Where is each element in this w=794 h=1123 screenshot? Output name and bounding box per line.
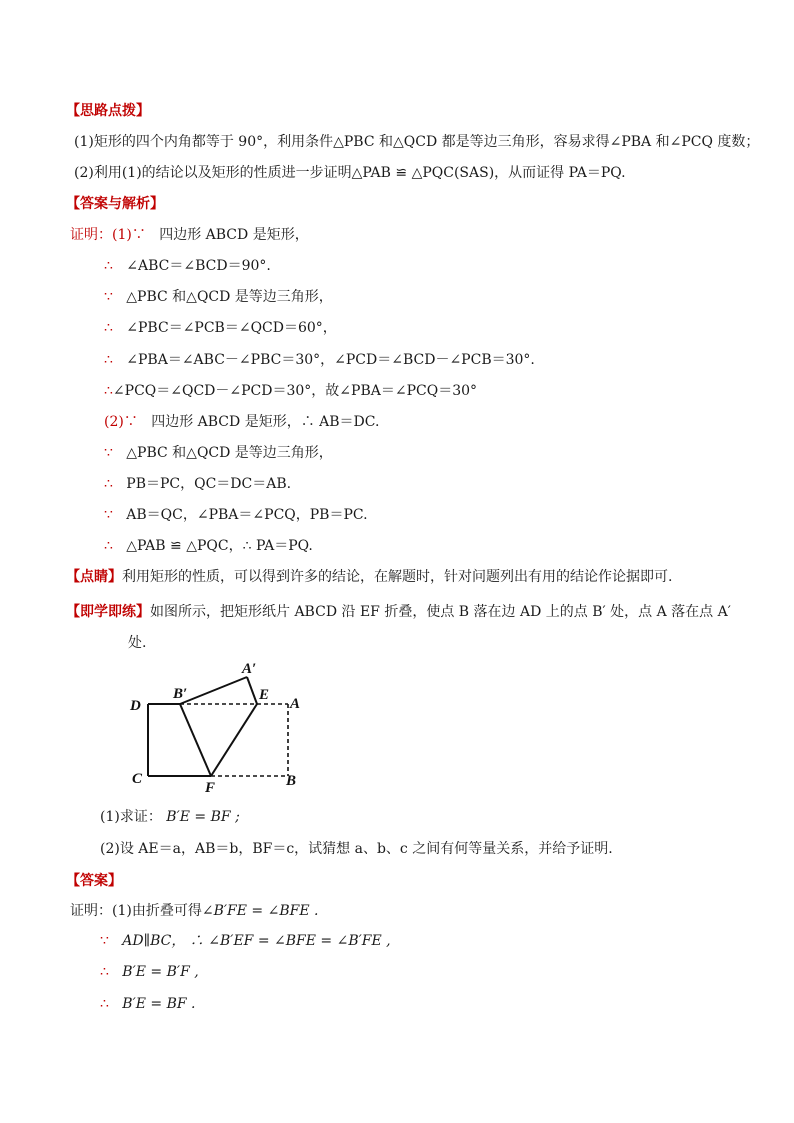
proof-line-11: ∴ △PAB ≌ △PQC，∴ PA＝PQ. bbox=[104, 538, 313, 554]
answer-line-4: ∴ B′E = BF . bbox=[100, 996, 196, 1012]
proof-line-5: ∴ ∠PBA＝∠ABC－∠PBC＝30°，∠PCD＝∠BCD－∠PCB＝30°. bbox=[104, 352, 535, 368]
segment-e-f bbox=[211, 704, 257, 776]
dianjing-line: 【点睛】利用矩形的性质，可以得到许多的结论，在解题时，针对问题列出有用的结论作论据即可. bbox=[66, 569, 673, 585]
heading-silu: 【思路点拨】 bbox=[66, 103, 150, 119]
silu-line-2: (2)利用(1)的结论以及矩形的性质进一步证明△PAB ≌ △PQC(SAS)，从而证得 PA＝PQ. bbox=[74, 165, 626, 181]
silu-line-1: (1)矩形的四个内角都等于 90°，利用条件△PBC 和△QCD 都是等边三角形，容易求得∠PBA 和∠PCQ 度数； bbox=[74, 134, 760, 150]
proof-line-3: ∵ △PBC 和△QCD 是等边三角形， bbox=[104, 289, 333, 305]
label-c: C bbox=[132, 771, 143, 787]
heading-answer-analysis: 【答案与解析】 bbox=[66, 196, 164, 212]
proof-line-7: (2)∵ 四边形 ABCD 是矩形，∴ AB＝DC. bbox=[104, 414, 380, 430]
label-b: B bbox=[286, 773, 297, 789]
segment-aprime-e bbox=[247, 677, 257, 704]
segment-bprime-aprime bbox=[180, 677, 247, 704]
answer-line-2: ∵ AD∥BC， ∴ ∠B′EF = ∠BFE = ∠B′FE , bbox=[100, 933, 391, 949]
jixue-line-2: 处. bbox=[128, 635, 147, 651]
heading-jixue: 【即学即练】 bbox=[66, 604, 150, 620]
label-a-prime: A′ bbox=[242, 661, 257, 677]
label-f: F bbox=[205, 780, 216, 795]
proof-line-10: ∵ AB＝QC，∠PBA＝∠PCQ，PB＝PC. bbox=[104, 507, 368, 523]
proof-line-4: ∴ ∠PBC＝∠PCB＝∠QCD＝60°， bbox=[104, 320, 337, 336]
jixue-line: 【即学即练】如图所示，把矩形纸片 ABCD 沿 EF 折叠，使点 B 落在边 AD 上的点 B′ 处，点 A 落在点 A′ bbox=[66, 604, 731, 620]
proof-line-6: ∴∠PCQ＝∠QCD－∠PCD＝30°，故∠PBA＝∠PCQ＝30° bbox=[104, 383, 478, 399]
heading-answer: 【答案】 bbox=[66, 873, 122, 889]
proof-line-9: ∴ PB＝PC，QC＝DC＝AB. bbox=[104, 476, 292, 492]
segment-bprime-f bbox=[180, 704, 211, 776]
proof-line-2: ∴ ∠ABC＝∠BCD＝90°. bbox=[104, 258, 271, 274]
heading-dianjing: 【点睛】 bbox=[66, 569, 122, 585]
question-1: (1)求证： B′E = BF ; bbox=[100, 809, 240, 825]
label-b-prime: B′ bbox=[173, 686, 188, 702]
label-a: A bbox=[290, 696, 301, 712]
answer-line-3: ∴ B′E = B′F , bbox=[100, 964, 199, 980]
proof-line-8: ∵ △PBC 和△QCD 是等边三角形， bbox=[104, 445, 333, 461]
answer-line-1: 证明：(1)由折叠可得∠B′FE = ∠BFE . bbox=[70, 903, 319, 919]
question-2: (2)设 AE＝a，AB＝b，BF＝c，试猜想 a、b、c 之间有何等量关系，并给予证明. bbox=[100, 841, 613, 857]
label-e: E bbox=[259, 687, 270, 703]
label-d: D bbox=[130, 698, 141, 714]
fold-rectangle-diagram bbox=[124, 655, 314, 795]
proof-line-1: 证明：(1)∵ 四边形 ABCD 是矩形， bbox=[70, 227, 309, 243]
